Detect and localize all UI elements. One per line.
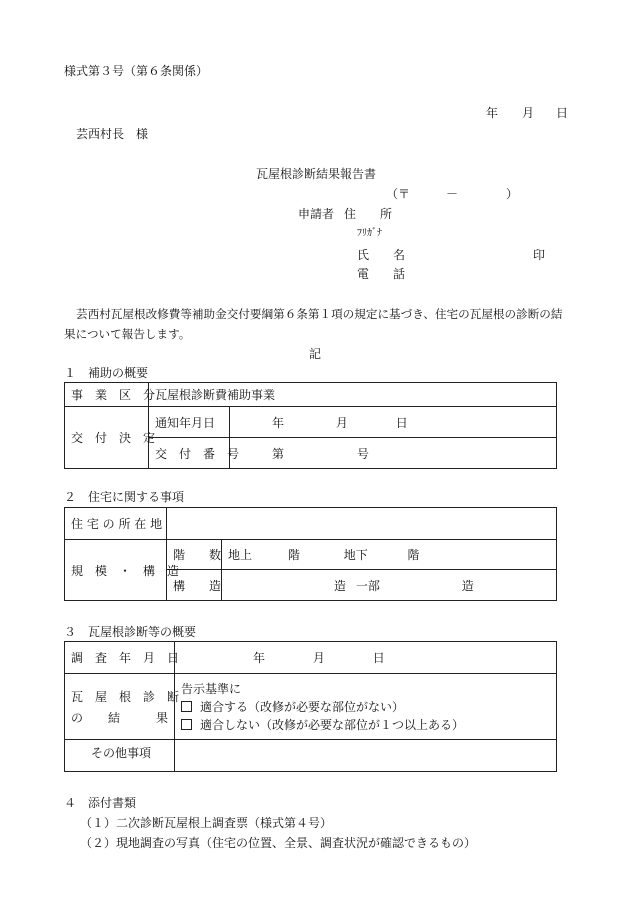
option-conform-label: 適合する（改修が必要な部位がない）: [200, 699, 405, 714]
grant-decision-label: 交 付 決 定: [65, 407, 149, 469]
grant-number-prefix: 第: [272, 446, 285, 461]
floors-label: 階 数: [167, 540, 222, 570]
above-ground-unit: 階: [287, 548, 300, 562]
diagnosis-result-field: [175, 674, 557, 740]
other-matters-label: その他事項: [65, 740, 175, 772]
report-text-line2: 果について報告します。: [64, 327, 191, 341]
floors-field[interactable]: [222, 540, 557, 570]
above-ground-label: 地上: [228, 548, 253, 562]
notice-month-label: 月: [335, 415, 348, 430]
other-matters-field[interactable]: [175, 740, 557, 772]
survey-date-label: 調 査 年 月 日: [65, 642, 175, 674]
house-location-label: 住 宅 の 所 在 地: [65, 508, 167, 540]
grant-number-suffix: 号: [356, 446, 369, 461]
housing-table: [64, 507, 557, 601]
structure-field[interactable]: [222, 570, 557, 601]
notice-date-field[interactable]: [230, 407, 557, 438]
nonconform-checkbox[interactable]: [181, 719, 192, 730]
notice-year-label: 年: [272, 415, 285, 430]
form-number: 様式第３号（第６条関係）: [64, 64, 209, 78]
structure-part3: 造: [461, 578, 474, 593]
section2-heading: ２ 住宅に関する事項: [64, 490, 185, 504]
business-category-label: 事 業 区 分: [65, 383, 149, 407]
seal-mark: 印: [533, 248, 546, 262]
survey-year-label: 年: [253, 651, 266, 665]
structure-part1: 造: [334, 578, 347, 593]
roof-diagnosis-table: [64, 641, 557, 772]
criteria-text: 告示基準に: [181, 681, 242, 696]
subsidy-overview-table: [64, 382, 557, 469]
date-year-label: 年: [486, 106, 499, 120]
name-label: 氏 名: [357, 248, 406, 262]
survey-date-field[interactable]: [175, 642, 557, 674]
house-location-field[interactable]: [167, 508, 557, 540]
business-category-value: 瓦屋根診断費補助事業: [149, 383, 557, 407]
option-nonconform[interactable]: [181, 716, 550, 734]
diagnosis-result-label-top: 瓦 屋 根 診 断: [71, 689, 180, 704]
addressee: 芸西村長 様: [76, 127, 149, 141]
section4-heading: ４ 添付書類: [64, 796, 137, 810]
diagnosis-result-label: [65, 674, 180, 740]
grant-number-field[interactable]: [230, 438, 557, 469]
report-text-line1: 芸西村瓦屋根改修費等補助金交付要綱第６条第１項の規定に基づき、住宅の瓦屋根の診断の結: [76, 307, 563, 321]
furigana-label: ﾌﾘｶﾞﾅ: [357, 228, 382, 239]
conform-checkbox[interactable]: [181, 701, 192, 712]
section1-heading: １ 補助の概要: [64, 366, 149, 380]
survey-day-label: 日: [372, 651, 385, 665]
option-nonconform-label: 適合しない（改修が必要な部位が１つ以上ある）: [200, 717, 465, 732]
below-ground-unit: 階: [407, 548, 420, 562]
grant-number-label: 交 付 番 号: [149, 438, 230, 469]
notice-date-label: 通知年月日: [149, 407, 230, 438]
document-title: 瓦屋根診断結果報告書: [256, 167, 377, 181]
attachment-item-1: （１）二次診断瓦屋根上調査票（様式第４号）: [80, 816, 333, 830]
date-month-label: 月: [522, 106, 535, 120]
option-conform[interactable]: [181, 698, 550, 716]
survey-month-label: 月: [312, 651, 325, 665]
below-ground-label: 地下: [343, 548, 368, 562]
ki-mark: 記: [309, 347, 322, 361]
notice-day-label: 日: [395, 415, 408, 430]
structure-label: 構 造: [167, 570, 222, 601]
diagnosis-result-label-no: の: [71, 710, 84, 725]
postal-code-field: （〒 － ）: [386, 187, 519, 201]
section3-heading: ３ 瓦屋根診断等の概要: [64, 625, 197, 639]
diagnosis-result-label-result: 結 果: [107, 710, 168, 725]
attachment-item-2: （２）現地調査の写真（住宅の位置、全景、調査状況が確認できるもの）: [80, 836, 477, 850]
phone-label: 電 話: [357, 267, 406, 281]
scale-structure-label: 規 模 ・ 構 造: [65, 540, 167, 601]
structure-part2: 一部: [355, 578, 380, 593]
applicant-label: 申請者: [298, 207, 335, 221]
address-label: 住 所: [344, 207, 393, 221]
date-day-label: 日: [556, 106, 569, 120]
